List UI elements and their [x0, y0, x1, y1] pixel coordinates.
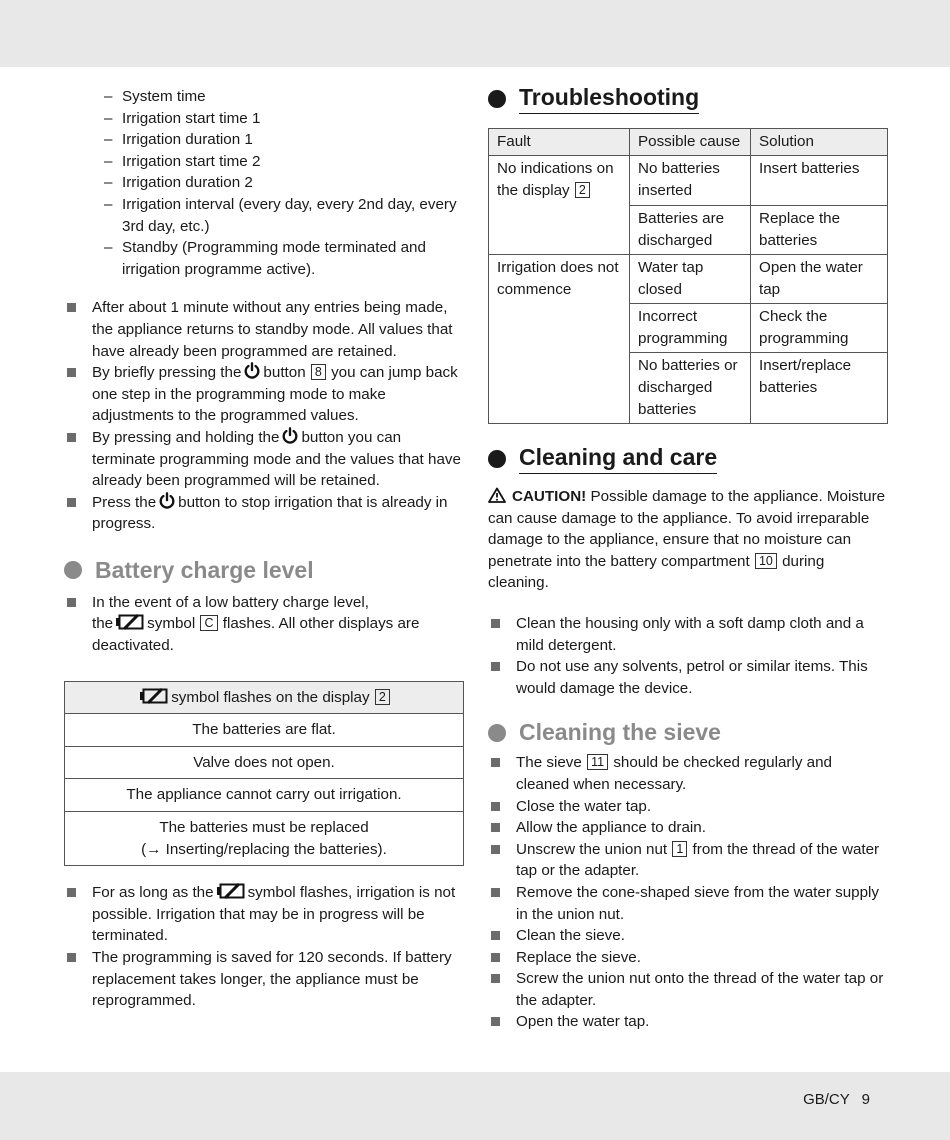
- list-item: – Irrigation duration 2: [104, 172, 464, 194]
- reference-number: 2: [575, 182, 590, 198]
- heading-dot-icon: [488, 90, 506, 108]
- power-icon: [243, 362, 261, 380]
- power-icon: [158, 492, 176, 510]
- reference-number: 11: [587, 754, 608, 770]
- list-item: [488, 947, 888, 969]
- bullet-text: Screw the union nut onto the thread of the water tap or the adapter.: [516, 970, 884, 1009]
- square-bullet-icon: [491, 845, 500, 854]
- battery-notes-list: [64, 592, 464, 657]
- reference-number: 1: [672, 841, 687, 857]
- bullet-text: should be checked regularly and cleaned when necessary.: [516, 754, 832, 793]
- bullet-text: Replace the sieve.: [516, 948, 641, 966]
- low-battery-icon: [216, 883, 246, 899]
- bullet-text: Remove the cone-shaped sieve from the water supply in the union nut.: [516, 883, 880, 923]
- square-bullet-icon: [491, 931, 500, 940]
- square-bullet-icon: [491, 953, 500, 962]
- right-column: [488, 84, 888, 1033]
- table-cell: Irrigation does not commence: [489, 255, 630, 424]
- table-cell: No batteries inserted: [630, 156, 751, 206]
- list-item: [488, 925, 888, 947]
- table-cell: Incorrect programming: [630, 304, 751, 353]
- list-item: [488, 656, 888, 699]
- troubleshooting-heading: [488, 84, 888, 114]
- list-item: [488, 882, 888, 925]
- caution-paragraph: [488, 486, 888, 594]
- caution-text: during cleaning.: [488, 552, 825, 592]
- list-item: – Standby (Programming mode terminated and irrigation programme active).: [104, 237, 464, 280]
- heading-text: Cleaning and care: [519, 444, 717, 474]
- bullet-text: Clean the sieve.: [516, 927, 625, 945]
- reference-number: 8: [311, 364, 326, 380]
- list-item: – Irrigation interval (every day, every 2nd day, every 3rd day, etc.): [104, 194, 464, 237]
- table-cell: The appliance cannot carry out irrigation.: [65, 779, 464, 812]
- bullet-text: the: [92, 615, 114, 633]
- heading-dot-icon: [64, 561, 82, 579]
- heading-dot-icon: [488, 724, 506, 742]
- bullet-text: Press the: [92, 493, 157, 511]
- bullet-text: In the event of a low battery charge level,: [92, 593, 369, 611]
- table-row: [65, 779, 464, 812]
- list-item: [488, 839, 888, 882]
- list-item: [64, 492, 464, 535]
- table-cell: Water tap closed: [630, 255, 751, 304]
- page-number: 9: [861, 1091, 870, 1108]
- heading-dot-icon: [488, 450, 506, 468]
- battery-after-list: [64, 882, 464, 1012]
- table-cell: Batteries are discharged: [630, 206, 751, 255]
- square-bullet-icon: [67, 433, 76, 442]
- bullet-text: The programming is saved for 120 seconds. If battery replacement takes longer, the appliance must be reprogrammed.: [92, 949, 452, 1010]
- square-bullet-icon: [67, 598, 76, 607]
- sieve-steps-list: [488, 752, 888, 1033]
- table-cell: The batteries are flat.: [65, 714, 464, 747]
- programming-notes-list: [64, 297, 464, 535]
- table-header: Fault: [489, 129, 630, 156]
- table-cell: No batteries or discharged batteries: [630, 353, 751, 424]
- table-row: [65, 812, 464, 866]
- table-cell: Insert/replace batteries: [751, 353, 888, 424]
- table-row: [65, 746, 464, 779]
- table-cell: Check the programming: [751, 304, 888, 353]
- table-cell: Valve does not open.: [65, 746, 464, 779]
- heading-text: Troubleshooting: [519, 84, 699, 114]
- bullet-text: Do not use any solvents, petrol or similar items. This would damage the device.: [516, 658, 868, 697]
- low-battery-icon: [115, 614, 145, 630]
- bullet-text: button to stop irrigation that is already in progress.: [92, 493, 448, 533]
- square-bullet-icon: [491, 662, 500, 671]
- bullet-text: from the thread of the water tap or the adapter.: [516, 840, 880, 880]
- reference-number: 10: [755, 553, 777, 569]
- table-header: Possible cause: [630, 129, 751, 156]
- list-item: [64, 947, 464, 1012]
- bullet-text: symbol: [147, 615, 196, 633]
- list-item: [488, 613, 888, 656]
- square-bullet-icon: [491, 1017, 500, 1026]
- reference-letter: C: [200, 615, 217, 631]
- square-bullet-icon: [491, 888, 500, 897]
- bullet-text: After about 1 minute without any entries being made, the appliance returns to standby mode. All values that have already been programmed are retained.: [92, 299, 453, 360]
- table-row: [489, 129, 888, 156]
- square-bullet-icon: [67, 498, 76, 507]
- table-cell: Open the water tap: [751, 255, 888, 304]
- warning-triangle-icon: [488, 487, 506, 503]
- bullet-text: Close the water tap.: [516, 797, 652, 815]
- caution-text: Possible damage to the appliance. Moisture can cause damage to the appliance. To avoid irreparable damage to the appliance, ensure that no moisture can penetrate into the battery compartment: [488, 488, 886, 570]
- battery-symbol-table: [64, 681, 464, 867]
- square-bullet-icon: [491, 758, 500, 767]
- caution-label: CAUTION!: [512, 488, 587, 505]
- bullet-text: you can jump back one step in the programming mode to make adjustments to the programmed values.: [92, 364, 458, 425]
- bullet-text: symbol flashes, irrigation is not possible. Irrigation that may be in progress will be terminated.: [92, 884, 456, 945]
- square-bullet-icon: [491, 823, 500, 832]
- square-bullet-icon: [67, 368, 76, 377]
- cell-text: (→ Inserting/replacing the batteries).: [141, 840, 387, 858]
- square-bullet-icon: [491, 974, 500, 983]
- table-cell: [489, 156, 630, 255]
- square-bullet-icon: [491, 619, 500, 628]
- country-code: GB/CY: [803, 1091, 850, 1108]
- bullet-text: Unscrew the union nut: [516, 840, 668, 858]
- troubleshooting-table: [488, 128, 888, 424]
- table-row: [489, 156, 888, 206]
- heading-text: Cleaning the sieve: [519, 719, 721, 746]
- page-footer: [795, 1091, 870, 1108]
- list-item: [64, 362, 464, 427]
- bullet-text: By pressing and holding the: [92, 428, 280, 446]
- bullet-text: The sieve: [516, 754, 582, 772]
- top-band: [0, 0, 950, 67]
- cell-text: The batteries must be replaced: [159, 819, 369, 837]
- table-cell: Replace the batteries: [751, 206, 888, 255]
- list-item: [64, 592, 464, 657]
- list-item: – Irrigation duration 1: [104, 129, 464, 151]
- bullet-text: By briefly pressing the: [92, 364, 242, 382]
- table-row: [65, 714, 464, 747]
- table-header: Solution: [751, 129, 888, 156]
- cleaning-list: [488, 613, 888, 699]
- cleaning-care-heading: [488, 444, 888, 474]
- bullet-text: button you can terminate programming mode and the values that have already been programmed will be retained.: [92, 428, 461, 490]
- list-item: [64, 297, 464, 362]
- table-cell: Insert batteries: [751, 156, 888, 206]
- bullet-text: Allow the appliance to drain.: [516, 819, 706, 837]
- reference-number: 2: [375, 689, 390, 705]
- list-item: [64, 427, 464, 492]
- square-bullet-icon: [67, 303, 76, 312]
- list-item: – Irrigation start time 2: [104, 151, 464, 173]
- cell-text: No indications on the display: [497, 160, 614, 199]
- power-icon: [281, 427, 299, 445]
- bullet-text: Open the water tap.: [516, 1013, 650, 1031]
- list-item: [488, 796, 888, 818]
- list-item: [488, 817, 888, 839]
- bullet-text: Clean the housing only with a soft damp cloth and a mild detergent.: [516, 614, 864, 654]
- bullet-text: flashes. All other displays are deactivated.: [92, 615, 420, 655]
- table-row: [65, 681, 464, 714]
- square-bullet-icon: [491, 802, 500, 811]
- square-bullet-icon: [67, 953, 76, 962]
- low-battery-icon: [139, 688, 169, 704]
- bullet-text: For as long as the: [92, 884, 214, 902]
- table-cell: [65, 812, 464, 866]
- list-item: [488, 752, 888, 795]
- list-item: – Irrigation start time 1: [104, 108, 464, 130]
- list-item: [488, 1011, 888, 1033]
- cleaning-sieve-heading: [488, 719, 888, 746]
- cell-text: symbol flashes on the display: [171, 688, 370, 706]
- square-bullet-icon: [67, 888, 76, 897]
- list-item: – System time: [104, 86, 464, 108]
- list-item: [64, 882, 464, 947]
- heading-text: Battery charge level: [95, 556, 314, 583]
- battery-charge-heading: [64, 557, 464, 584]
- table-row: [489, 255, 888, 304]
- bullet-text: button: [263, 364, 306, 382]
- programming-steps-list: [104, 86, 464, 280]
- left-column: [64, 86, 464, 1012]
- table-cell: [65, 681, 464, 714]
- list-item: [488, 968, 888, 1011]
